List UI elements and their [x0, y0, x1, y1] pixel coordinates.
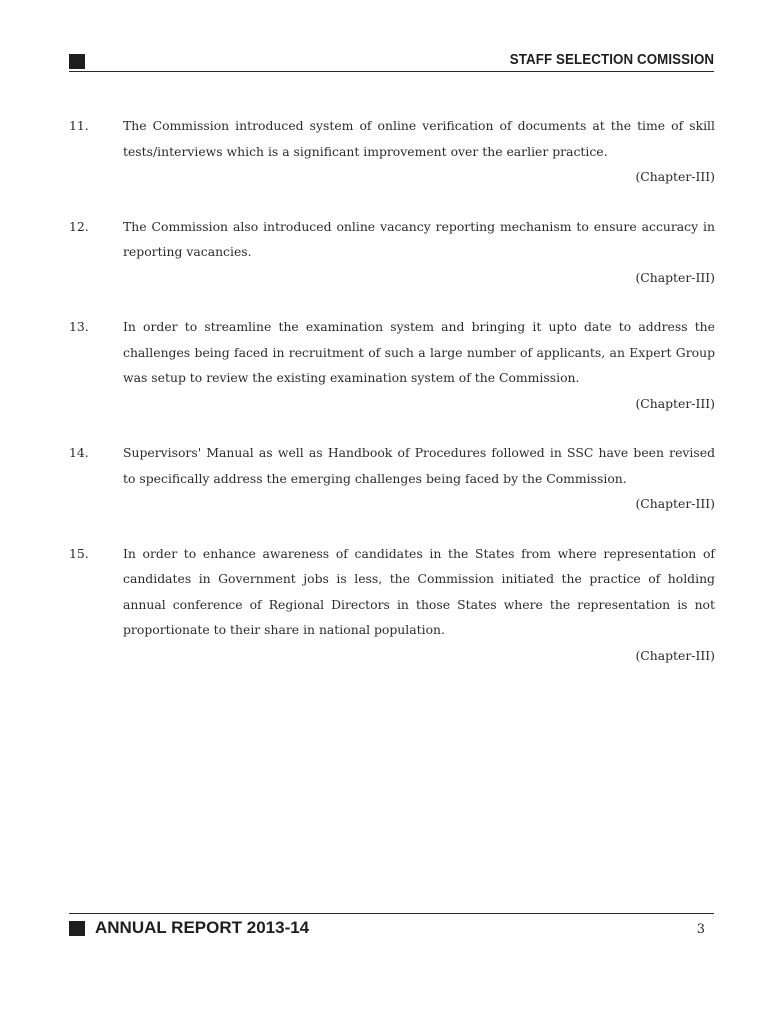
list-item-11 [69, 113, 715, 190]
chapter-reference: (Chapter-III) [635, 269, 715, 285]
item-number: 15. [69, 545, 89, 561]
list-item-14 [69, 440, 715, 517]
item-number: 12. [69, 218, 89, 234]
item-number: 14. [69, 445, 89, 460]
item-text: The Commission also introduced online vacancy reporting mechanism to ensure accuracy in reporting vacancies. [123, 218, 715, 259]
item-text: Supervisors' Manual as well as Handbook of Procedures followed in SSC have been revised to specifically address the emerging challenges being faced by the Commission. [123, 445, 715, 486]
footer-rule [69, 913, 714, 914]
header-title: STAFF SELECTION COMISSION [509, 52, 714, 68]
header-square-mark [69, 54, 85, 69]
footer-square-mark [69, 921, 85, 936]
page-number: 3 [696, 922, 705, 937]
achievements-list [69, 113, 715, 692]
footer-title: ANNUAL REPORT 2013-14 [95, 918, 310, 937]
chapter-reference: (Chapter-III) [635, 395, 715, 411]
item-text: In order to streamline the examination system and bringing it upto date to address the challenges being faced in recruitment of such a large number of applicants, an Expert Group was setup to review the existing examination system of the Commission. [123, 319, 715, 385]
item-number: 13. [69, 319, 89, 334]
chapter-reference: (Chapter-III) [635, 496, 715, 511]
item-text: The Commission introduced system of online verification of documents at the time of skill tests/interviews which is a significant improvement over the earlier practice. [123, 118, 715, 159]
chapter-reference: (Chapter-III) [635, 169, 715, 184]
list-item-12 [69, 214, 715, 291]
item-number: 11. [69, 118, 89, 133]
list-item-13 [69, 314, 715, 416]
header-rule [69, 71, 714, 72]
chapter-reference: (Chapter-III) [635, 647, 715, 663]
list-item-15 [69, 541, 715, 669]
item-text: In order to enhance awareness of candidates in the States from where representation of candidates in Government jobs is less, the Commission initiated the practice of holding annual conference of Regional Directors in those States where the representation is not proportionate to their share in national population. [123, 545, 715, 637]
